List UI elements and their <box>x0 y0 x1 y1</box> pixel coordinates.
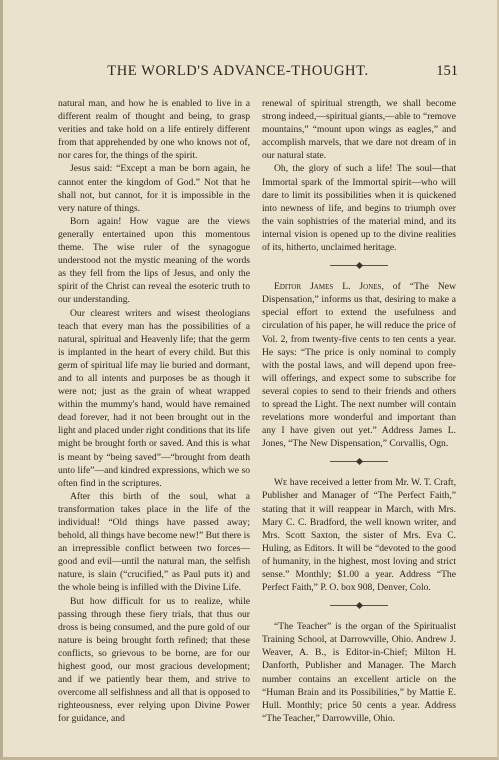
paragraph: natural man, and how he is enabled to live in a different realm of thought and being, to grasp verities and take hold on a life entirely different from that apprehended by one who knows not of, nor cares for, the things of the spirit. <box>58 98 250 162</box>
notice-the-teacher: “The Teacher” is the organ of the Spiritualist Training School, at Darrowville, Ohio. Andrew J. Weaver, A. B., is Editor-in-Chief; Milton H. Danforth, Publisher and Manager. The March number contains an excellent article on the “Human Brain and its Possibilities,” by Mattie E. Hull. Monthly; price 50 cents a year. Address “The Teacher,” Darrowville, Ohio. <box>262 621 456 724</box>
section-divider <box>262 456 456 468</box>
notice-new-dispensation <box>262 280 456 450</box>
notice-body: of “The New Dispensation,” informs us that, desiring to make a special effort to extend the usefulness and circulation of his paper, he will reduce the price of Vol. 2, from twenty-five cents to ten cents a year. He says: “The price is only nominal to comply with the postal laws, and will depend upon free-will offerings, and expect some to subscribe for several copies to send to their friends and others to spread the Light. The next number will contain revelations more wonderful and important than any I have given out yet.” Address James L. Jones, “The New Dispensation,” Corvallis, Ogn. <box>262 281 456 450</box>
right-column <box>262 97 456 725</box>
paragraph: Our clearest writers and wisest theologians teach that every man has the possibilities of a natural, spiritual and Heavenly life; that the germ is implanted in the heart of every child. But this germ of spiritual life may lie buried and dormant, and to all intents and purposes be as though it were not; just as the grain of wheat wrapped within the mummy's hand, would have remained dead forever, had it not been brought out in the light and placed under right conditions that its life might be brought forth or saved. And this is what is meant by “being saved”—“brought from death unto life”—and kindred expressions, which we so often find in the scriptures. <box>58 307 250 489</box>
paragraph: After this birth of the soul, what a transformation takes place in the life of the individual! “Old things have passed away; behold, all things have become new!” But there is an irrepressible conflict between two forces—good and evil—until the natural man, the selfish nature, is slain (“crucified,” as Paul puts it) and the whole being is infilled with the Divine Life. <box>58 490 250 594</box>
page-number: 151 <box>436 63 458 79</box>
running-header <box>3 63 499 83</box>
paragraph: But how difficult for us to realize, while passing through these fiery trials, that thus our dross is being consumed, and the pure gold of our nature is being brought forth refined; that these conflicts, so grievous to be borne, are for our highest good, our most gracious development; and if we patiently bear them, and strive to overcome all selfishness and all that is opposed to righteousness, ever relying upon Divine Power for guidance, and <box>58 595 250 725</box>
paragraph: renewal of spiritual strength, we shall become strong indeed,—spiritual giants,—able to “remove mountains,” “mount upon wings as eagles,” and accomplish marvels, that we dare not dream of in our natural state. <box>262 98 456 162</box>
section-divider <box>262 600 456 612</box>
paragraph: Oh, the glory of such a life! The soul—that Immortal spark of the Immortal spirit—who will dare to limit its possibilities when it is quickened into newness of life, and begins to triumph over the vain sophistries of the material mind, and its internal vision is opened up to the divine realities of its, hitherto, unclaimed heritage. <box>262 163 456 254</box>
paragraph: Born again! How vague are the views generally entertained upon this momentous theme. The wise ruler of the synagogue understood not the mystic meaning of the words as they fell from the lips of Jesus, and only the spirit of the Christ can reveal the esoteric truth to our understanding. <box>58 215 250 306</box>
section-divider <box>262 260 456 272</box>
paragraph: Jesus said: “Except a man be born again, he cannot enter the kingdom of God.” Not that he shall not, but cannot, for it is impossible in the very nature of things. <box>58 163 250 214</box>
running-title: THE WORLD'S ADVANCE-THOUGHT. <box>107 63 369 79</box>
notice-lead: We <box>274 477 288 489</box>
notice-body: have received a letter from Mr. W. T. Craft, Publisher and Manager of “The Perfect Faith,” stating that it will reappear in March, with Mrs. Mary C. C. Bradford, the well known writer, and Mrs. Scott Saxton, the sister of Mrs. Eva C. Huling, as Editors. It will be “devoted to the good of humanity, in the highest, most loving and strict sense.” Monthly; $1.00 a year. Address “The Perfect Faith,” P. O. box 908, Denver, Colo. <box>262 477 456 594</box>
notice-lead: Editor James L. Jones, <box>274 281 384 293</box>
left-column <box>58 97 250 726</box>
notice-perfect-faith <box>262 476 456 594</box>
